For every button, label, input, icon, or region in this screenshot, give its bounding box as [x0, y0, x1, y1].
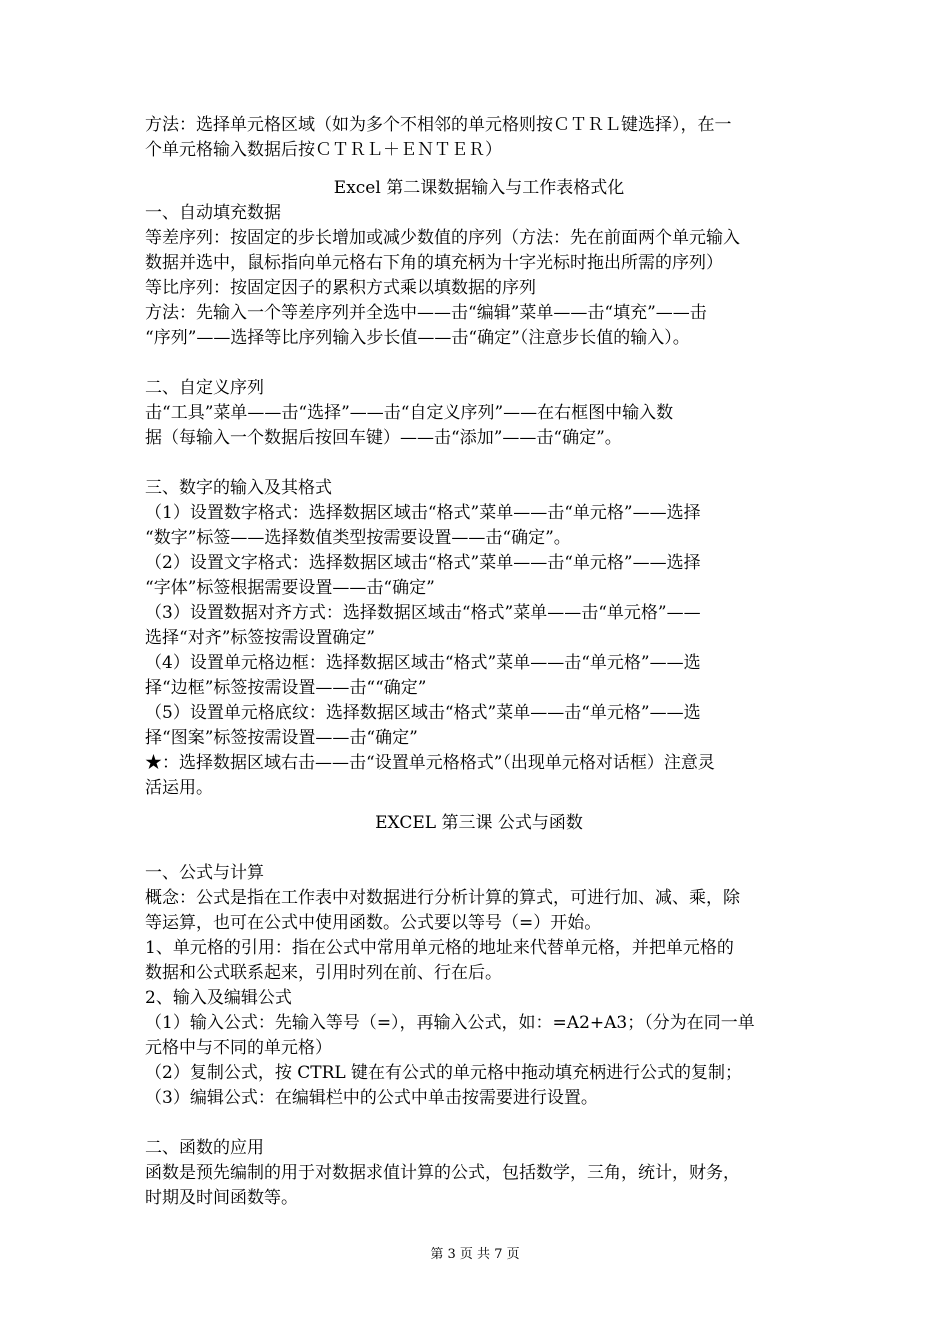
text-line: 择“图案”标签按需设置——击“确定”: [145, 728, 418, 748]
text-line: 方法：先输入一个等差序列并全选中——击“编辑”菜单——击“填充”——击: [145, 303, 707, 323]
text-line: （1）设置数字格式：选择数据区域击“格式”菜单——击“单元格”——选择: [145, 503, 701, 523]
blank-line: [145, 1111, 813, 1136]
text-line: 函数是预先编制的用于对数据求值计算的公式，包括数学，三角，统计，财务，: [145, 1163, 740, 1183]
text-line: 击“工具”菜单——击“选择”——击“自定义序列”——在右框图中输入数: [145, 403, 674, 423]
section-heading: 一、自动填充数据: [145, 203, 281, 223]
paragraph: [145, 376, 813, 451]
text-line: （3）编辑公式：在编辑栏中的公式中单击按需要进行设置。: [145, 1088, 598, 1108]
paragraph: [145, 201, 813, 351]
text-line: 方法：选择单元格区域（如为多个不相邻的单元格则按ＣＴＲＬ键选择），在一: [145, 115, 732, 135]
blank-line: [145, 849, 813, 861]
text-line: （3）设置数据对齐方式：选择数据区域击“格式”菜单——击“单元格”——: [145, 603, 701, 623]
text-line: “字体”标签根据需要设置——击“确定”: [145, 578, 435, 598]
section-heading: 一、公式与计算: [145, 863, 264, 883]
text-line: “数字”标签——选择数值类型按需要设置——击“确定”。: [145, 528, 571, 548]
text-line: 概念：公式是指在工作表中对数据进行分析计算的算式，可进行加、减、乘，除: [145, 888, 740, 908]
paragraph: [145, 113, 813, 163]
paragraph: [145, 1136, 813, 1211]
blank-line: [145, 351, 813, 376]
section-heading: 二、自定义序列: [145, 378, 264, 398]
text-line: （2）复制公式，按 CTRL 键在有公式的单元格中拖动填充柄进行公式的复制；: [145, 1063, 743, 1083]
text-line: 个单元格输入数据后按ＣＴＲＬ＋ＥＮＴＥＲ）: [145, 140, 502, 160]
section-heading: 二、函数的应用: [145, 1138, 264, 1158]
document-body: [145, 113, 813, 1211]
text-line: （2）设置文字格式：选择数据区域击“格式”菜单——击“单元格”——选择: [145, 553, 701, 573]
text-line: （1）输入公式：先输入等号（=），再输入公式，如：=A2+A3；（分为在同一单: [145, 1013, 755, 1033]
lesson-3-heading: EXCEL 第三课 公式与函数: [375, 813, 583, 833]
page-number-footer: 第 3 页 共 7 页: [430, 1247, 520, 1262]
text-line: 等差序列：按固定的步长增加或减少数值的序列（方法：先在前面两个单元输入: [145, 228, 740, 248]
text-line: “序列”——选择等比序列输入步长值——击“确定”（注意步长值的输入）。: [145, 328, 690, 348]
text-line: 活运用。: [145, 778, 213, 798]
text-line: 据（每输入一个数据后按回车键）——击“添加”——击“确定”。: [145, 428, 622, 448]
text-line: 选择“对齐”标签按需设置确定”: [145, 628, 376, 648]
text-line: 时期及时间函数等。: [145, 1188, 298, 1208]
paragraph: [145, 861, 813, 1111]
text-line: 元格中与不同的单元格）: [145, 1038, 332, 1058]
blank-line: [145, 451, 813, 476]
text-line: （5）设置单元格底纹：选择数据区域击“格式”菜单——击“单元格”——选: [145, 703, 701, 723]
lesson-2-heading: Excel 第二课数据输入与工作表格式化: [333, 178, 625, 198]
text-line: 数据并选中，鼠标指向单元格右下角的填充柄为十字光标时拖出所需的序列）: [145, 253, 723, 273]
text-line: 择“边框”标签按需设置——击““确定”: [145, 678, 427, 698]
text-line: ★：选择数据区域右击——击“设置单元格格式”（出现单元格对话框）注意灵: [145, 753, 715, 773]
text-line: 数据和公式联系起来，引用时列在前、行在后。: [145, 963, 502, 983]
text-line: 等比序列：按固定因子的累积方式乘以填数据的序列: [145, 278, 536, 298]
paragraph: [145, 476, 813, 801]
text-line: 2、输入及编辑公式: [145, 988, 292, 1008]
text-line: 1、单元格的引用：指在公式中常用单元格的地址来代替单元格，并把单元格的: [145, 938, 734, 958]
section-heading: 三、数字的输入及其格式: [145, 478, 332, 498]
text-line: （4）设置单元格边框：选择数据区域击“格式”菜单——击“单元格”——选: [145, 653, 701, 673]
text-line: 等运算，也可在公式中使用函数。公式要以等号（=）开始。: [145, 913, 602, 933]
